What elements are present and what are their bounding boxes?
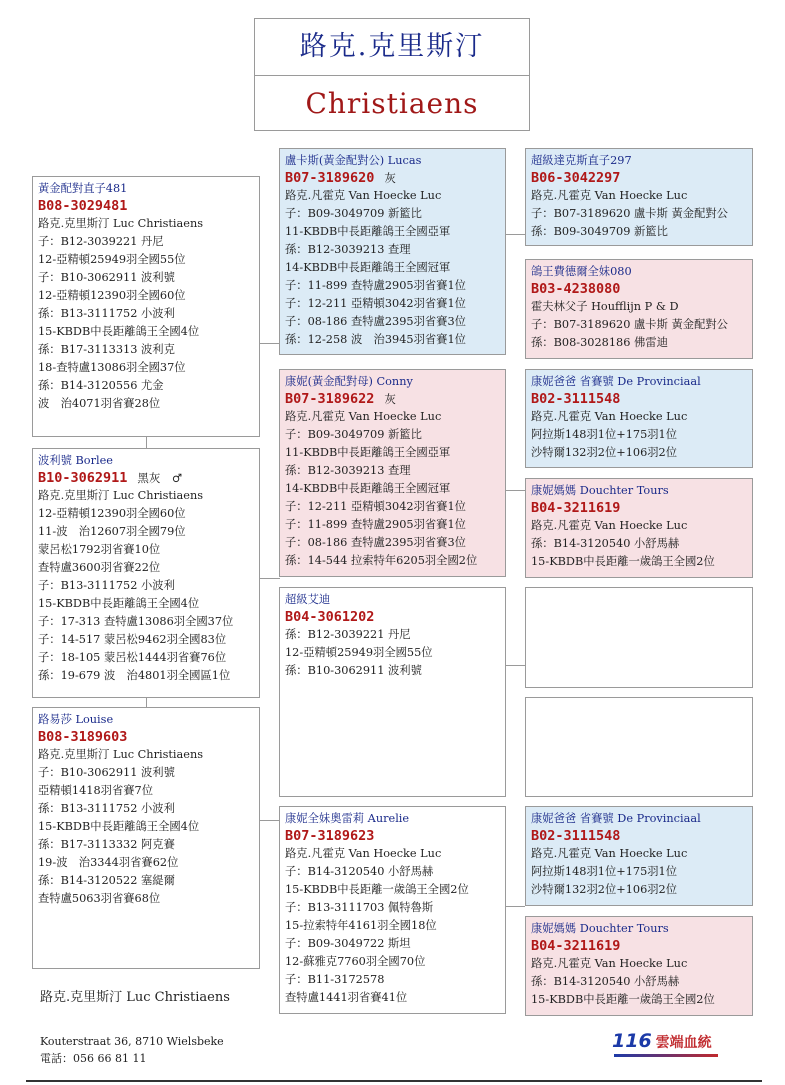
info-line: 子：08-186 查特盧2395羽省賽3位	[285, 536, 466, 549]
ring-number	[38, 469, 259, 487]
info-line: 子：B11-3172578	[285, 973, 385, 986]
pigeon-name: 康妮媽媽 Douchter Tours	[531, 922, 669, 935]
ring-number: B08-3029481	[38, 198, 128, 214]
info-line: 阿拉斯148羽1位+175羽1位	[531, 865, 678, 878]
dam-sire-card	[279, 587, 506, 797]
info-line: 子：14-517 蒙呂松9462羽全國83位	[38, 633, 227, 646]
color: 灰	[384, 171, 396, 185]
pigeon-name: 路易莎 Louise	[38, 713, 114, 726]
connector	[146, 436, 147, 448]
ring-number: B07-3189623	[285, 828, 375, 844]
color-sex: 黑灰 ♂	[137, 471, 183, 485]
sire-sire-dam-card	[525, 259, 753, 359]
pigeon-name: 康妮媽媽 Douchter Tours	[531, 484, 669, 497]
info-line: 路克.凡霍克 Van Hoecke Luc	[531, 410, 688, 423]
pigeon-name: 黃金配對直子481	[38, 182, 128, 195]
dam-dam-sire-card	[525, 806, 753, 906]
pigeon-name: 康妮爸爸 省賽號 De Provinciaal	[531, 812, 701, 825]
info-line: 子：B14-3120540 小舒馬赫	[285, 865, 434, 878]
info-line: 子：B10-3062911 波利號	[38, 766, 175, 779]
owner-name: 路克.克里斯汀 Luc Christiaens	[40, 990, 230, 1005]
ring-number: B04-3061202	[285, 609, 375, 625]
info-line: 12-蘇雅克7760羽全國70位	[285, 955, 426, 968]
bottom-divider	[26, 1080, 762, 1082]
ring-number: B02-3111548	[531, 391, 621, 407]
info-line: 查特盧1441羽省賽41位	[285, 991, 408, 1004]
info-line: 子：17-313 查特盧13086羽全國37位	[38, 615, 234, 628]
ring-value: B10-3062911	[38, 470, 128, 486]
ring-number: B02-3111548	[531, 828, 621, 844]
logo-number: 116	[612, 1030, 652, 1052]
info-line: 子：B13-3111703 佩特魯斯	[285, 901, 434, 914]
connector	[505, 665, 525, 666]
info-line: 15-KBDB中長距離鴿王全國4位	[38, 597, 200, 610]
connector	[146, 697, 147, 707]
title-english: Christiaens	[305, 87, 479, 120]
info-line: 12-亞精頓12390羽全國60位	[38, 507, 186, 520]
info-line: 路克.凡霍克 Van Hoecke Luc	[285, 410, 442, 423]
info-line: 路克.凡霍克 Van Hoecke Luc	[531, 847, 688, 860]
info-line: 孫：B17-3113313 波利克	[38, 343, 175, 356]
info-line: 孫：B12-3039213 查理	[285, 243, 411, 256]
title-chinese: 路克.克里斯汀	[255, 19, 529, 76]
info-line: 15-KBDB中長距離一歲鴿王全國2位	[531, 555, 715, 568]
info-line: 孫：B08-3028186 佛雷迪	[531, 336, 668, 349]
sire-dam-dam-card	[525, 478, 753, 578]
logo-underline	[614, 1054, 718, 1057]
pigeon-name: 康妮全妹奧雷莉 Aurelie	[285, 812, 410, 825]
info-line: 查特盧3600羽省賽22位	[38, 561, 161, 574]
info-line: 15-KBDB中長距離鴿王全國4位	[38, 820, 200, 833]
info-line: 孫：B13-3111752 小波利	[38, 307, 175, 320]
logo	[612, 1030, 722, 1056]
info-line: 11-KBDB中長距離鴿王全國亞軍	[285, 446, 451, 459]
info-line: 孫：B12-3039213 查理	[285, 464, 411, 477]
pigeon-name: 波利號 Borlee	[38, 454, 113, 467]
info-line: 路克.凡霍克 Van Hoecke Luc	[285, 847, 442, 860]
pedigree-title	[254, 18, 530, 131]
dam-dam-dam-card	[525, 916, 753, 1016]
info-line: 15-拉索特年4161羽全國18位	[285, 919, 437, 932]
connector	[505, 234, 525, 235]
info-line: 孫：B10-3062911 波利號	[285, 664, 422, 677]
info-line: 子：B09-3049709 新籃比	[285, 207, 422, 220]
pigeon-name: 盧卡斯(黃金配對公) Lucas	[285, 154, 422, 167]
info-line: 路克.凡霍克 Van Hoecke Luc	[531, 189, 688, 202]
info-line: 路克.凡霍克 Van Hoecke Luc	[531, 957, 688, 970]
connector	[259, 820, 280, 821]
info-line: 孫：B14-3120556 尤金	[38, 379, 164, 392]
connector	[259, 578, 280, 579]
info-line: 子：B07-3189620 盧卡斯 黃金配對公	[531, 207, 728, 220]
dam-sire-sire-card-empty	[525, 587, 753, 688]
info-line: 孫：B09-3049709 新籃比	[531, 225, 668, 238]
sire-dam-sire-card	[525, 369, 753, 468]
info-line: 孫：B14-3120540 小舒馬赫	[531, 537, 680, 550]
info-line: 14-KBDB中長距離鴿王全國冠軍	[285, 261, 451, 274]
ring-value: B07-3189622	[285, 391, 375, 407]
pigeon-name: 超級艾迪	[285, 593, 331, 606]
info-line: 沙特爾132羽2位+106羽2位	[531, 446, 678, 459]
info-line: 15-KBDB中長距離鴿王全國4位	[38, 325, 200, 338]
info-line: 路克.凡霍克 Van Hoecke Luc	[285, 189, 442, 202]
phone: 電話：056 66 81 11	[40, 1052, 147, 1065]
info-line: 霍夫林父子 Houfflijn P & D	[531, 300, 679, 313]
color: 灰	[384, 392, 396, 406]
info-line: 子：B13-3111752 小波利	[38, 579, 175, 592]
info-line: 12-亞精頓25949羽全國55位	[285, 646, 433, 659]
pigeon-name: 超級達克斯直子297	[531, 154, 632, 167]
address: Kouterstraat 36, 8710 Wielsbeke	[40, 1035, 224, 1048]
info-line: 11-KBDB中長距離鴿王全國亞軍	[285, 225, 451, 238]
info-line: 孫：12-258 波 治3945羽省賽1位	[285, 333, 466, 346]
info-line: 路克.克里斯汀 Luc Christiaens	[38, 217, 204, 230]
info-line: 孫：B17-3113332 阿克賽	[38, 838, 175, 851]
info-line: 12-亞精頓25949羽全國55位	[38, 253, 186, 266]
info-line: 路克.克里斯汀 Luc Christiaens	[38, 748, 204, 761]
ring-number	[285, 169, 505, 187]
info-line: 子：B12-3039221 丹尼	[38, 235, 164, 248]
info-line: 子：08-186 查特盧2395羽省賽3位	[285, 315, 466, 328]
ring-number: B04-3211619	[531, 938, 621, 954]
info-line: 子：11-899 查特盧2905羽省賽1位	[285, 518, 466, 531]
info-line: 子：B09-3049709 新籃比	[285, 428, 422, 441]
info-line: 路克.克里斯汀 Luc Christiaens	[38, 489, 204, 502]
owner-contact	[40, 1033, 224, 1067]
info-line: 沙特爾132羽2位+106羽2位	[531, 883, 678, 896]
info-line: 子：12-211 亞精頓3042羽省賽1位	[285, 297, 466, 310]
pigeon-name: 鴿王費德爾全妹080	[531, 265, 632, 278]
info-line: 孫：14-544 拉索特年6205羽全國2位	[285, 554, 478, 567]
info-line: 查特盧5063羽省賽68位	[38, 892, 161, 905]
pigeon-name: 康妮(黃金配對母) Conny	[285, 375, 413, 388]
info-line: 子：18-105 蒙呂松1444羽省賽76位	[38, 651, 227, 664]
info-line: 孫：19-679 波 治4801羽全國區1位	[38, 669, 231, 682]
info-line: 14-KBDB中長距離鴿王全國冠軍	[285, 482, 451, 495]
info-line: 子：B07-3189620 盧卡斯 黃金配對公	[531, 318, 728, 331]
info-line: 孫：B13-3111752 小波利	[38, 802, 175, 815]
connector	[505, 490, 525, 491]
dam-sire-dam-card-empty	[525, 697, 753, 797]
info-line: 孫：B14-3120540 小舒馬赫	[531, 975, 680, 988]
info-line: 波 治4071羽省賽28位	[38, 397, 161, 410]
info-line: 孫：B14-3120522 塞緹爾	[38, 874, 175, 887]
info-line: 19-波 治3344羽省賽62位	[38, 856, 179, 869]
connector	[259, 343, 280, 344]
info-line: 子：B10-3062911 波利號	[38, 271, 175, 284]
info-line: 子：11-899 查特盧2905羽省賽1位	[285, 279, 466, 292]
info-line: 路克.凡霍克 Van Hoecke Luc	[531, 519, 688, 532]
info-line: 子：12-211 亞精頓3042羽省賽1位	[285, 500, 466, 513]
info-line: 蒙呂松1792羽省賽10位	[38, 543, 161, 556]
ring-number: B08-3189603	[38, 729, 128, 745]
ring-number: B03-4238080	[531, 281, 621, 297]
ring-value: B07-3189620	[285, 170, 375, 186]
info-line: 18-查特盧13086羽全國37位	[38, 361, 186, 374]
info-line: 12-亞精頓12390羽全國60位	[38, 289, 186, 302]
sire-sire-card	[279, 148, 506, 355]
sire-card	[32, 448, 260, 698]
info-line: 子：B09-3049722 斯坦	[285, 937, 411, 950]
info-line: 15-KBDB中長距離一歲鴿王全國2位	[531, 993, 715, 1006]
info-line: 阿拉斯148羽1位+175羽1位	[531, 428, 678, 441]
pigeon-name: 康妮爸爸 省賽號 De Provinciaal	[531, 375, 701, 388]
info-line: 亞精頓1418羽省賽7位	[38, 784, 154, 797]
ring-number: B04-3211619	[531, 500, 621, 516]
sire-sire-sire-card	[525, 148, 753, 246]
dam-dam-card	[279, 806, 506, 1014]
info-line: 孫：B12-3039221 丹尼	[285, 628, 411, 641]
connector	[505, 906, 525, 907]
dam-card	[32, 707, 260, 969]
subject-pigeon-card	[32, 176, 260, 437]
ring-number: B06-3042297	[531, 170, 621, 186]
info-line: 11-波 治12607羽全國79位	[38, 525, 186, 538]
info-line: 15-KBDB中長距離一歲鴿王全國2位	[285, 883, 469, 896]
logo-text: 雲端血統	[655, 1035, 712, 1051]
sire-dam-card	[279, 369, 506, 577]
ring-number	[285, 390, 505, 408]
